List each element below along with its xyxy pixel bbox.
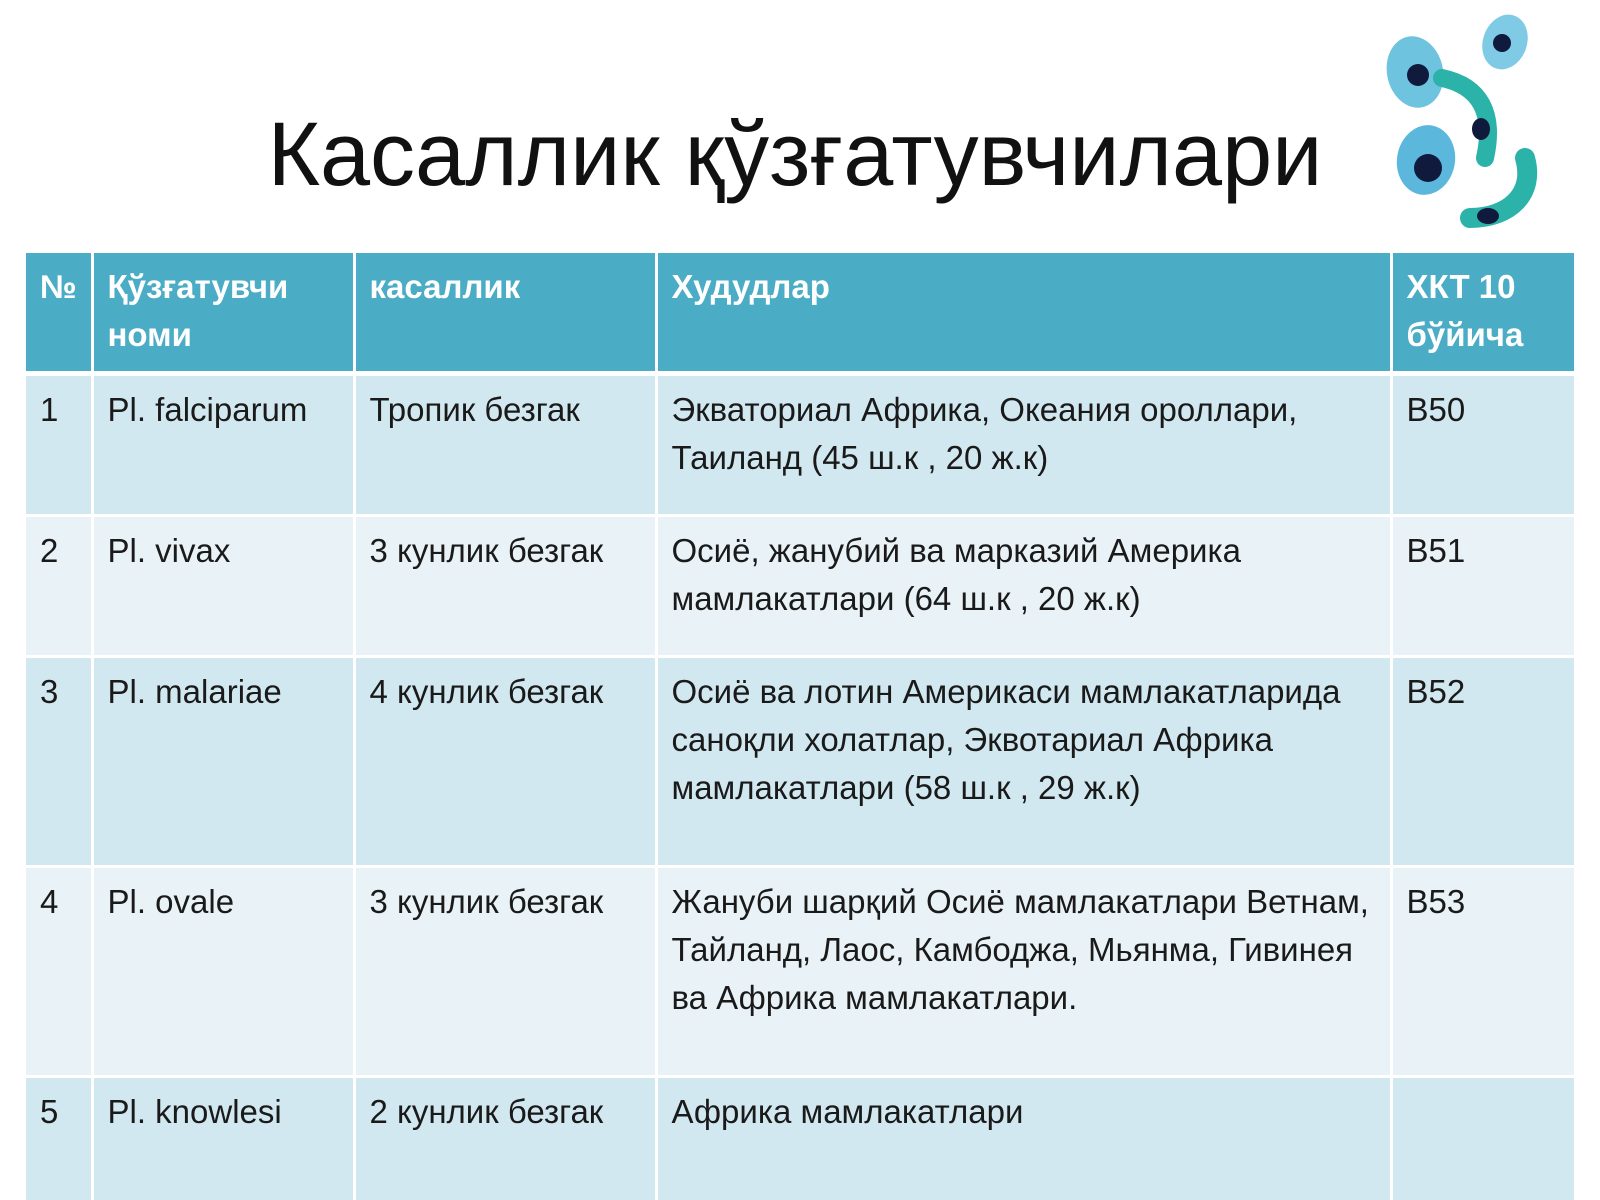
rod-nucleus	[1472, 118, 1490, 140]
cell-disease: 3 кунлик безгак	[354, 867, 656, 1077]
cell-pathogen: Pl. knowlesi	[92, 1077, 354, 1200]
cell-icd10: В52	[1391, 657, 1574, 867]
rod-shape	[1470, 158, 1527, 218]
cell-nucleus	[1407, 64, 1429, 86]
pathogen-table	[26, 253, 1574, 1200]
cell-icd10: В50	[1391, 374, 1574, 516]
table-header-row	[26, 253, 1574, 374]
table-row	[26, 516, 1574, 657]
cell-disease: Тропик безгак	[354, 374, 656, 516]
cell-number: 4	[26, 867, 92, 1077]
cell-pathogen: Pl. vivax	[92, 516, 354, 657]
column-header-number: №	[26, 253, 92, 374]
table-row	[26, 657, 1574, 867]
column-header-regions: Худудлар	[656, 253, 1391, 374]
column-header-icd10: ХКТ 10 бўйича	[1391, 253, 1574, 374]
cell-regions: Экваториал Африка, Океания ороллари, Таиланд (45 ш.к , 20 ж.к)	[656, 374, 1391, 516]
cell-regions: Африка мамлакатлари	[656, 1077, 1391, 1200]
cell-regions: Осиё, жанубий ва марказий Америка мамлакатлари (64 ш.к , 20 ж.к)	[656, 516, 1391, 657]
cell-icd10	[1391, 1077, 1574, 1200]
cell-pathogen: Pl. ovale	[92, 867, 354, 1077]
table-row	[26, 867, 1574, 1077]
cell-number: 1	[26, 374, 92, 516]
cell-number: 2	[26, 516, 92, 657]
cell-regions: Жануби шарқий Осиё мамлакатлари Ветнам, Тайланд, Лаос, Камбоджа, Мьянма, Гивинея ва Африка мамлакатлари.	[656, 867, 1391, 1077]
microbes-icon	[1370, 8, 1600, 238]
table-row	[26, 1077, 1574, 1200]
column-header-disease: касаллик	[354, 253, 656, 374]
cell-pathogen: Pl. malariae	[92, 657, 354, 867]
table-container	[26, 253, 1574, 1200]
cell-disease: 4 кунлик безгак	[354, 657, 656, 867]
column-header-pathogen: Қўзғатувчи номи	[92, 253, 354, 374]
cell-nucleus	[1414, 154, 1442, 182]
table-row	[26, 374, 1574, 516]
cell-nucleus	[1493, 34, 1511, 52]
cell-icd10: В53	[1391, 867, 1574, 1077]
cell-regions: Осиё ва лотин Америкаси мамлакатларида саноқли холатлар, Эквотариал Африка мамлакатлари (58 ш.к , 29 ж.к)	[656, 657, 1391, 867]
rod-nucleus	[1477, 208, 1499, 224]
cell-number: 5	[26, 1077, 92, 1200]
cell-icd10: В51	[1391, 516, 1574, 657]
cell-pathogen: Pl. falciparum	[92, 374, 354, 516]
cell-disease: 3 кунлик безгак	[354, 516, 656, 657]
page-title: Касаллик қўзғатувчилари	[267, 105, 1323, 205]
cell-disease: 2 кунлик безгак	[354, 1077, 656, 1200]
cell-number: 3	[26, 657, 92, 867]
